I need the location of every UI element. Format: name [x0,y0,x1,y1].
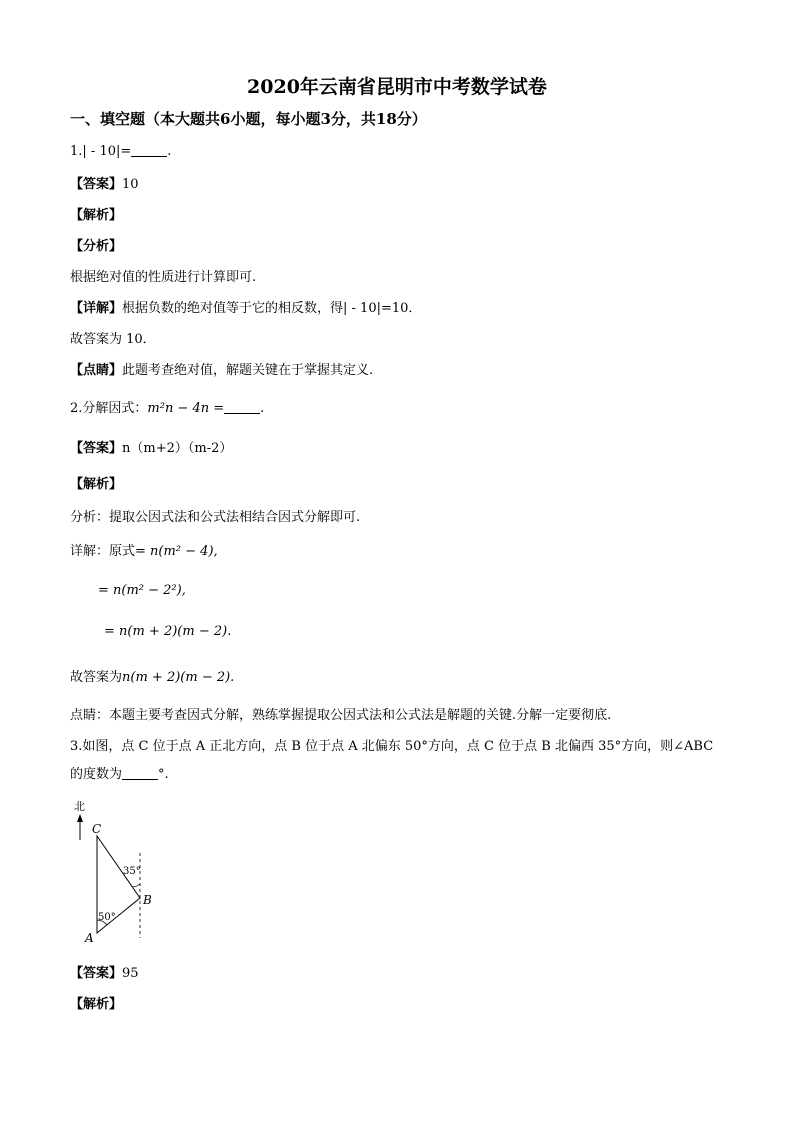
q1-stem-end: . [167,144,172,159]
q1-detail [70,297,421,316]
angle-35-arc [132,884,140,887]
q3-jiexi: 【解析】 [70,997,123,1012]
q1-jiexi: 【解析】 [70,208,123,223]
q1-fenxi-tag: 【分析】 [70,239,123,254]
q1-conclusion: 故答案为 10． [70,332,156,347]
q3-answer [70,962,139,981]
q3-answer-tag: 【答案】 [70,966,123,981]
q2-step1-label: 详解：原式 [70,544,136,559]
angle-35-label: 35° [123,866,141,877]
page-title: 2020年云南省昆明市中考数学试卷 [247,76,547,98]
angle-50-label: 50° [98,912,116,923]
q2-stem-prefix: 2.分解因式： [70,401,148,416]
q1-dianjing-tag: 【点睛】 [70,363,123,378]
q3-answer-blank [122,766,158,780]
q2-stem-suffix: . [260,401,265,416]
q3-answer-value: 95 [122,966,139,981]
q2-answer-tag: 【答案】 [70,441,123,456]
q1-answer-value: 10 [122,177,139,192]
q2-answer-value: n（m+2）（m-2） [122,441,233,456]
q2-conclusion-math: n(m + 2)(m − 2). [122,670,235,685]
q2-step2 [98,583,186,598]
q2-jiexi: 【解析】 [70,477,123,492]
north-arrow-icon [77,814,83,822]
q1-answer-blank [131,143,167,157]
label-b: B [143,893,152,907]
q2-step1 [70,540,218,559]
q2-answer [70,437,232,456]
q2-stem [70,397,264,416]
q1-answer-tag: 【答案】 [70,177,123,192]
q2-step1-math: = n(m² − 4), [135,544,218,559]
q2-conclusion-prefix: 故答案为 [70,670,123,685]
q2-fenxi: 分析：提取公因式法和公式法相结合因式分解即可. [70,510,361,525]
q1-stem-text: 1.| - 10|= [70,144,132,159]
q3-stem-line2-text: 的度数为 [70,767,123,782]
section-heading: 一、填空题（本大题共6小题，每小题3分，共18分） [70,110,427,128]
q3-stem-line2-end: °. [158,767,169,782]
q2-dianjing: 点睛：本题主要考查因式分解，熟练掌握提取公因式法和公式法是解题的关键.分解一定要彻底. [70,708,612,723]
q1-answer [70,173,139,192]
q3-stem-line2 [70,763,169,782]
q2-answer-blank [224,400,260,414]
q3-stem-line1: 3.如图，点 C 位于点 A 正北方向，点 B 位于点 A 北偏东 50°方向，点 C 位于点 B 北偏西 35°方向，则∠ABC [70,739,714,754]
q3-figure [70,798,170,948]
q2-conclusion [70,666,234,685]
q2-step2-math: = n(m² − 2²), [98,583,186,598]
q1-stem [70,143,171,159]
q1-detail-text: 根据负数的绝对值等于它的相反数，得| - 10|=10． [122,301,422,316]
label-c: C [92,822,102,836]
north-label: 北 [74,800,85,813]
q1-dianjing-text: 此题考查绝对值，解题关键在于掌握其定义. [122,363,374,378]
q2-step3-math: = n(m + 2)(m − 2). [104,624,232,639]
q1-fenxi-text: 根据绝对值的性质进行计算即可. [70,270,257,285]
q1-detail-tag: 【详解】 [70,301,123,316]
q1-dianjing [70,359,373,378]
q2-step3 [104,624,231,639]
q2-stem-math: m²n − 4n = [147,401,225,416]
label-a: A [85,931,94,945]
